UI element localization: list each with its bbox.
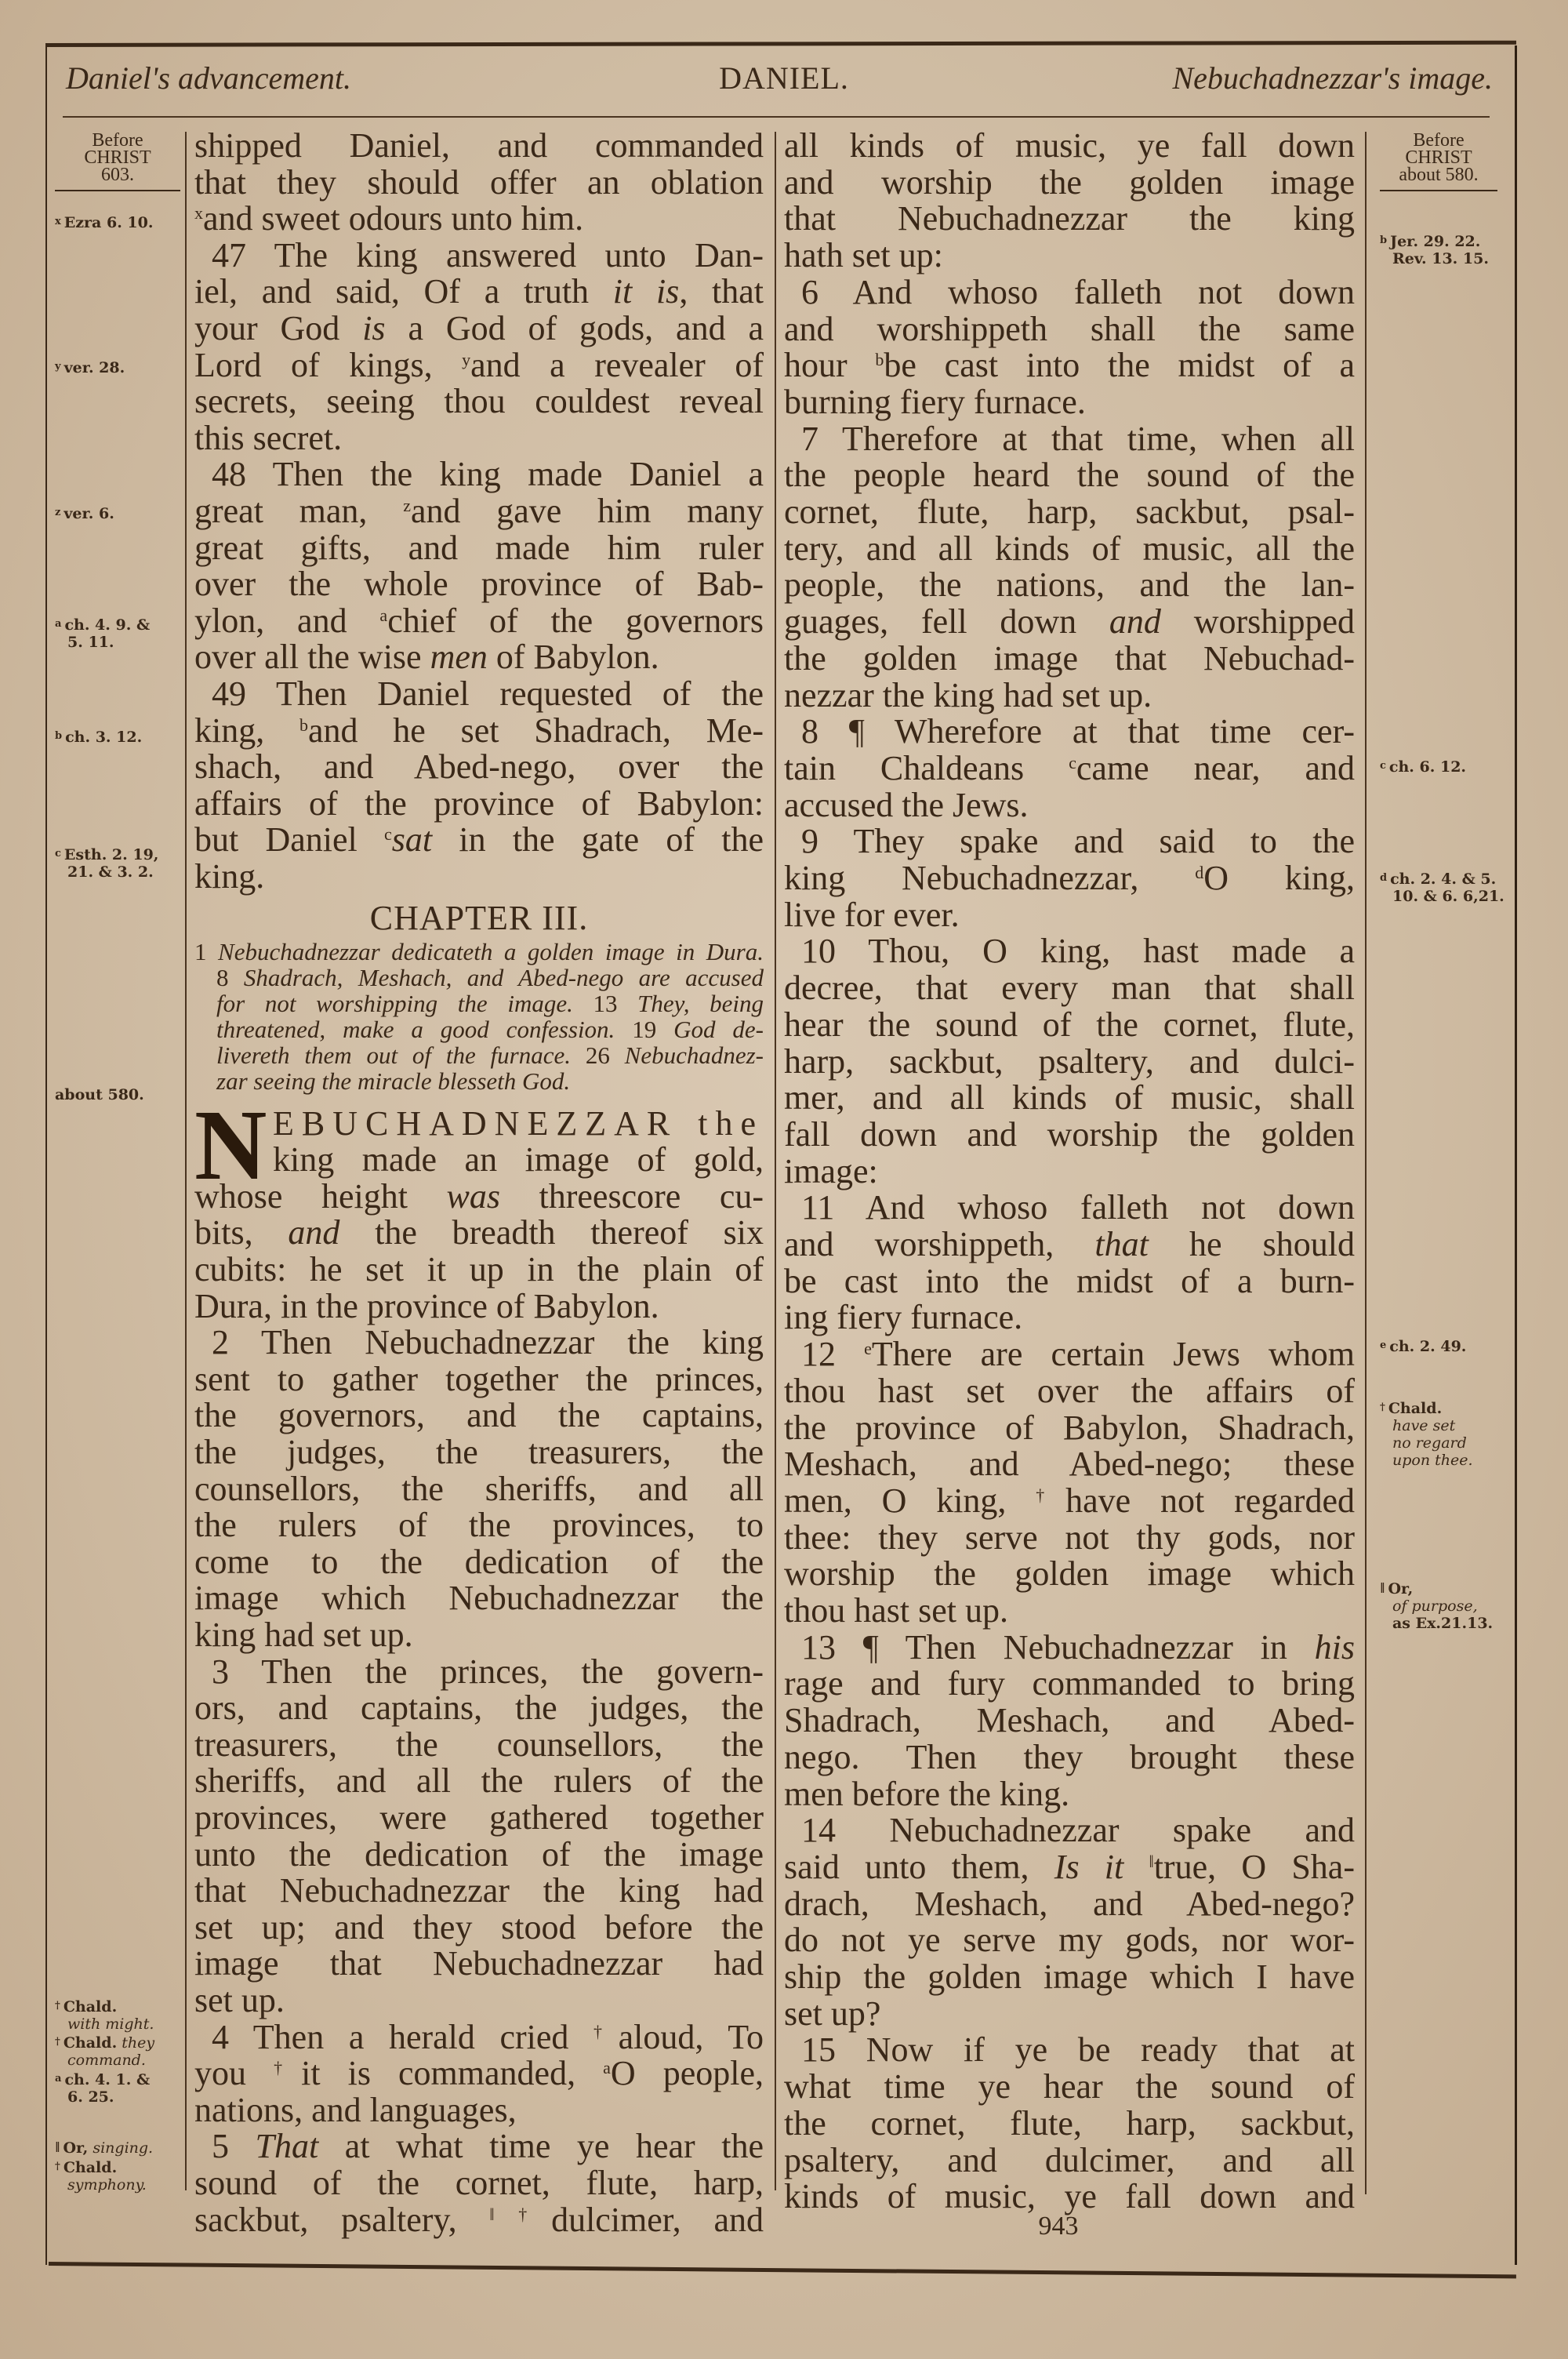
text-line: said unto them, Is it ‖true, O Sha- [784,1847,1355,1886]
margin-heading-rule [55,190,180,191]
italic-supplied-word: was [446,1176,500,1216]
text-line: rage and fury commanded to bring [784,1664,1355,1703]
reference-marker: a [379,605,388,625]
italic-supplied-word: men [430,638,488,677]
text-line: whose height was threescore cu- [194,1176,764,1216]
text-line: that they should offer an oblation [194,162,764,202]
text-line: 14 Nebuchadnezzar spake and [801,1811,1355,1850]
text-line: cubits: he set it up in the plain of [194,1250,764,1289]
text-line: 2 Then Nebuchadnezzar the king [212,1323,764,1362]
text-line: that Nebuchadnezzar the king [784,199,1355,238]
marginal-reference: $^e$ ch. 2. 49. [1380,1338,1467,1355]
margin-left [55,130,180,2194]
reference-marker: b [875,350,884,370]
marginal-reference: $^b$ ch. 3. 12. [55,729,143,746]
marginal-reference: $^b$ Jer. 29. 22. Rev. 13. 15. [1380,233,1489,267]
text-line: counsellors, the sheriffs, and all [194,1469,764,1508]
reference-marker: y [55,361,61,373]
text-line: shipped Daniel, and commanded [194,126,764,165]
text-line: image which Nebuchadnezzar the [194,1579,764,1618]
text-line: image that Nebuchadnezzar had [194,1944,764,1983]
text-line: kinds of music, ye fall down and [784,2177,1355,2216]
text-line: sackbut, psaltery, ‖†dulcimer, and [194,2200,764,2239]
running-head-title: DANIEL. [719,60,849,96]
text-line: drach, Meshach, and Abed-nego? [784,1884,1355,1923]
text-line: king had set up. [194,1616,413,1654]
text-line: ylon, and $^a$chief of the governors [194,601,764,640]
reference-marker: a [55,618,62,630]
margin-right [1380,130,1504,1632]
text-line: king. [194,857,265,896]
text-line: thou hast set up. [784,1591,1008,1630]
italic-supplied-word: it is [612,272,680,311]
text-line: the judges, the treasurers, the [194,1433,764,1471]
text-line: hear the sound of the cornet, flute, [784,1005,1355,1044]
text-line: bits, and the breadth thereof six [194,1213,764,1252]
text-line: worship the golden image which [784,1554,1355,1594]
reference-marker: d [1380,872,1388,884]
reference-marker: b [1380,234,1388,246]
reference-marker: c [1380,760,1386,772]
text-line: people, the nations, and the lan- [784,565,1355,605]
margin-right-heading [1380,132,1497,191]
text-line: image: [784,1151,878,1190]
reference-marker: d [1195,863,1204,882]
reference-marker: † [1380,1401,1385,1413]
reference-marker: ‖ [1380,1582,1385,1594]
reference-marker: † [274,2058,302,2078]
marginal-reference: † Chald. have set no regard upon thee. [1380,1400,1473,1469]
reference-marker: e [864,1339,872,1359]
text-line: the province of Babylon, Shadrach, [784,1408,1355,1447]
running-head-right: Nebuchadnezzar's image. [1172,60,1493,96]
text-line: the governors, and the captains, [194,1396,764,1435]
text-line: Lord of kings, $^y$and a revealer of [194,345,764,384]
text-line: over the whole province of Bab- [194,565,764,604]
marginal-reference: $^a$ ch. 4. 1. & 6. 25. [55,2071,151,2106]
text-line: and worship the golden image [784,162,1355,202]
text-line: ship the golden image which I have [784,1957,1355,1996]
text-line: burning fiery furnace. [784,382,1086,421]
text-column-right [784,126,1356,2216]
reference-marker: ‖ [1149,1851,1154,1871]
reference-marker: a [603,2058,611,2078]
italic-supplied-word: is [362,309,386,347]
text-line: 7 Therefore at that time, when all [801,419,1355,458]
text-line: men, O king, †have not regarded [784,1481,1355,1520]
marginal-reference: † Chald. they command. [55,2034,155,2069]
margin-heading-line: about 580. [1399,165,1479,185]
reference-marker: b [299,714,308,735]
text-line: Shadrach, Meshach, and Abed- [784,1701,1355,1740]
marginal-reference: $^c$ ch. 6. 12. [1380,758,1467,776]
italic-supplied-word: sat [391,820,433,860]
text-line: treasurers, the counsellors, the [194,1725,764,1764]
text-line: 15 Now if ye be ready that at [801,2030,1355,2070]
text-line: over all the wise men of Babylon. [194,638,659,677]
text-line: iel, and said, Of a truth it is, that [194,272,764,311]
text-line: 13 ¶ Then Nebuchadnezzar in his [801,1627,1355,1667]
text-line: that Nebuchadnezzar the king had [194,1871,764,1910]
text-line: cornet, flute, harp, sackbut, psal- [784,493,1355,531]
text-line: 9 They spake and said to the [801,822,1355,861]
text-line: nego. Then they brought these [784,1737,1355,1776]
text-line: nations, and languages, [194,2090,517,2129]
text-line: Dura, in the province of Babylon. [194,1286,659,1325]
marginal-reference: $^y$ ver. 28. [55,359,125,376]
text-line: harp, sackbut, psaltery, and dulci- [784,1041,1355,1081]
text-line: 47 The king answered unto Dan- [212,235,764,274]
drop-cap-letter: N [194,1089,267,1201]
reference-marker: x [194,203,203,224]
reference-marker: x [55,216,61,227]
text-line: unto the dedication of the image [194,1834,764,1874]
reference-marker: z [55,507,61,518]
text-line: $^x$and sweet odours unto him. [194,199,584,238]
reference-marker: ‖† [489,2204,552,2224]
margin-heading-line: Before [92,130,143,151]
marginal-reference: $^d$ ch. 2. 4. & 5. 10. & 6. 6,21. [1380,871,1504,905]
text-line: accused the Jews. [784,785,1029,824]
page-number: 943 [1038,2212,1079,2241]
chapter-summary-line: threatened, make a good confession. 19 God de- [216,1015,764,1043]
running-head-left: Daniel's advancement. [66,60,352,96]
reference-marker: c [55,848,61,860]
marginal-reference: $^a$ ch. 4. 9. & 5. 11. [55,616,151,651]
text-line: 3 Then the princes, the govern- [212,1652,764,1691]
italic-supplied-word: Is it [1054,1847,1124,1886]
reference-marker: † [55,2000,60,2012]
text-line: sound of the cornet, flute, harp, [194,2164,764,2202]
margin-heading-line: Before [1413,130,1465,151]
text-line: king Nebuchadnezzar, $^d$O king, [784,859,1355,897]
text-line: fall down and worship the golden [784,1114,1355,1154]
text-line: shach, and Abed-nego, over the [194,747,764,787]
chapter-summary-line: livereth them out of the furnace. 26 Nebuchadnez- [216,1041,764,1069]
margin-heading-line: 603. [101,165,134,185]
text-line: live for ever. [784,895,960,934]
marginal-reference: ‖ Or, singing. [55,2139,154,2157]
text-line: guages, fell down and worshipped [784,602,1355,642]
text-line: hour $^b$be cast into the midst of a [784,346,1355,385]
text-line: sheriffs, and all the rulers of the [194,1761,764,1801]
chapter-summary-line: for not worshipping the image. 13 They, being [216,989,764,1017]
text-line: great man, $^z$and gave him many [194,492,764,530]
text-line: but Daniel $^c$sat in the gate of the [194,820,764,860]
text-line: Meshach, and Abed-nego; these [784,1445,1355,1484]
text-line: do not ye serve my gods, nor wor- [784,1921,1355,1960]
text-line: 12 $^e$There are certain Jews whom [801,1335,1355,1374]
chapter-summary-line: 8 Shadrach, Meshach, and Abed-nego are accused [216,963,764,991]
marginal-reference: about 580. [55,1086,144,1103]
marginal-reference: $^z$ ver. 6. [55,505,114,522]
text-line: all kinds of music, ye fall down [784,126,1355,165]
marginal-reference: † Chald. with might. [55,1998,154,2033]
italic-supplied-word: and [288,1213,340,1252]
text-line: tery, and all kinds of music, all the [784,529,1355,568]
reference-marker: ‖ [55,2141,60,2153]
text-line: affairs of the province of Babylon: [194,783,764,823]
reference-marker: z [403,496,411,515]
text-line: set up; and they stood before the [194,1907,764,1946]
reference-marker: c [1069,752,1076,772]
text-line: 48 Then the king made Daniel a [212,455,764,494]
column-divider-right [1365,132,1367,2194]
text-line: and worshippeth, that he should [784,1225,1355,1263]
margin-left-heading [55,132,180,191]
reference-marker: † [55,2161,60,2172]
text-line: thou hast set over the affairs of [784,1371,1355,1410]
text-line: 6 And whoso falleth not down [801,272,1355,311]
reference-marker: e [1380,1339,1387,1351]
italic-supplied-word: That [255,2127,319,2166]
chapter-summary-line: zar seeing the miracle blesseth God. [216,1067,571,1095]
text-line: the golden image that Nebuchad- [784,638,1355,678]
marginal-reference: $^c$ Esth. 2. 19, 21. & 3. 2. [55,846,159,881]
marginal-reference: ‖ Or, of purpose, as Ex.21.13. [1380,1580,1494,1632]
text-line: the people heard the sound of the [784,456,1355,495]
italic-supplied-word: and [1109,602,1161,642]
text-line: 4 Then a herald cried †aloud, To [212,2017,764,2056]
text-line: hath set up: [784,236,943,275]
margin-heading-line: CHRIST [1405,147,1472,168]
text-line: ors, and captains, the judges, the [194,1688,764,1728]
margin-heading-line: CHRIST [84,147,151,168]
header-rule [63,116,1490,118]
text-line: set up. [194,1981,285,2019]
text-line: secrets, seeing thou couldest reveal [194,382,764,421]
text-line: king, $^b$and he set Shadrach, Me- [194,711,764,750]
text-line: thee: they serve not thy gods, nor [784,1518,1355,1557]
column-divider-center [775,132,776,2190]
italic-supplied-word: that [1094,1225,1149,1263]
text-line: set up? [784,1994,881,2033]
text-line: 8 ¶ Wherefore at that time cer- [801,712,1355,751]
reference-marker: c [384,824,392,845]
text-line: psaltery, and dulcimer, and all [784,2140,1355,2179]
text-line: decree, that every man that shall [784,969,1355,1008]
text-line: provinces, were gathered together [194,1798,764,1837]
column-divider-left [185,132,187,2190]
text-line: men before the king. [784,1774,1070,1813]
reference-marker: † [55,2036,60,2048]
text-line: the rulers of the provinces, to [194,1506,764,1545]
text-line: come to the dedication of the [194,1542,764,1581]
text-line: 5 That at what time ye hear the [212,2127,764,2166]
text-line: 11 And whoso falleth not down [801,1188,1355,1227]
text-column-left [194,126,764,2239]
reference-marker: † [593,2021,619,2041]
text-line: you †it is commanded, $^a$O people, [194,2054,764,2093]
text-line: sent to gather together the princes, [194,1359,764,1398]
text-line: the cornet, flute, harp, sackbut, [784,2103,1355,2143]
reference-marker: a [55,2073,62,2085]
text-line: ing fiery furnace. [784,1298,1023,1337]
chapter-heading: CHAPTER III. [369,898,589,937]
text-line: great gifts, and made him ruler [194,528,764,567]
text-line: what time ye hear the sound of [784,2067,1355,2106]
text-line: tain Chaldeans $^c$came near, and [784,748,1356,787]
reference-marker: y [462,349,471,369]
chapter-summary-line: 1 Nebuchadnezzar dedicateth a golden image in Dura. [194,937,764,965]
text-line: mer, and all kinds of music, shall [784,1078,1355,1118]
text-line: 10 Thou, O king, hast made a [801,932,1355,971]
text-line: 49 Then Daniel requested of the [212,674,764,713]
text-line: EBUCHADNEZZAR the [273,1103,764,1143]
italic-supplied-word: his [1314,1627,1355,1667]
text-line: your God is a God of gods, and a [194,309,764,347]
marginal-reference: $^x$ Ezra 6. 10. [55,214,154,231]
reference-marker: † [1036,1485,1066,1505]
margin-heading-rule [1380,190,1497,191]
text-line: king made an image of gold, [273,1140,764,1180]
text-line: nezzar the king had set up. [784,675,1152,714]
marginal-reference: † Chald. symphony. [55,2159,147,2194]
reference-marker: b [55,730,63,742]
text-line: this secret. [194,418,343,457]
text-line: and worshippeth shall the same [784,309,1355,348]
text-line: be cast into the midst of a burn- [784,1261,1355,1300]
